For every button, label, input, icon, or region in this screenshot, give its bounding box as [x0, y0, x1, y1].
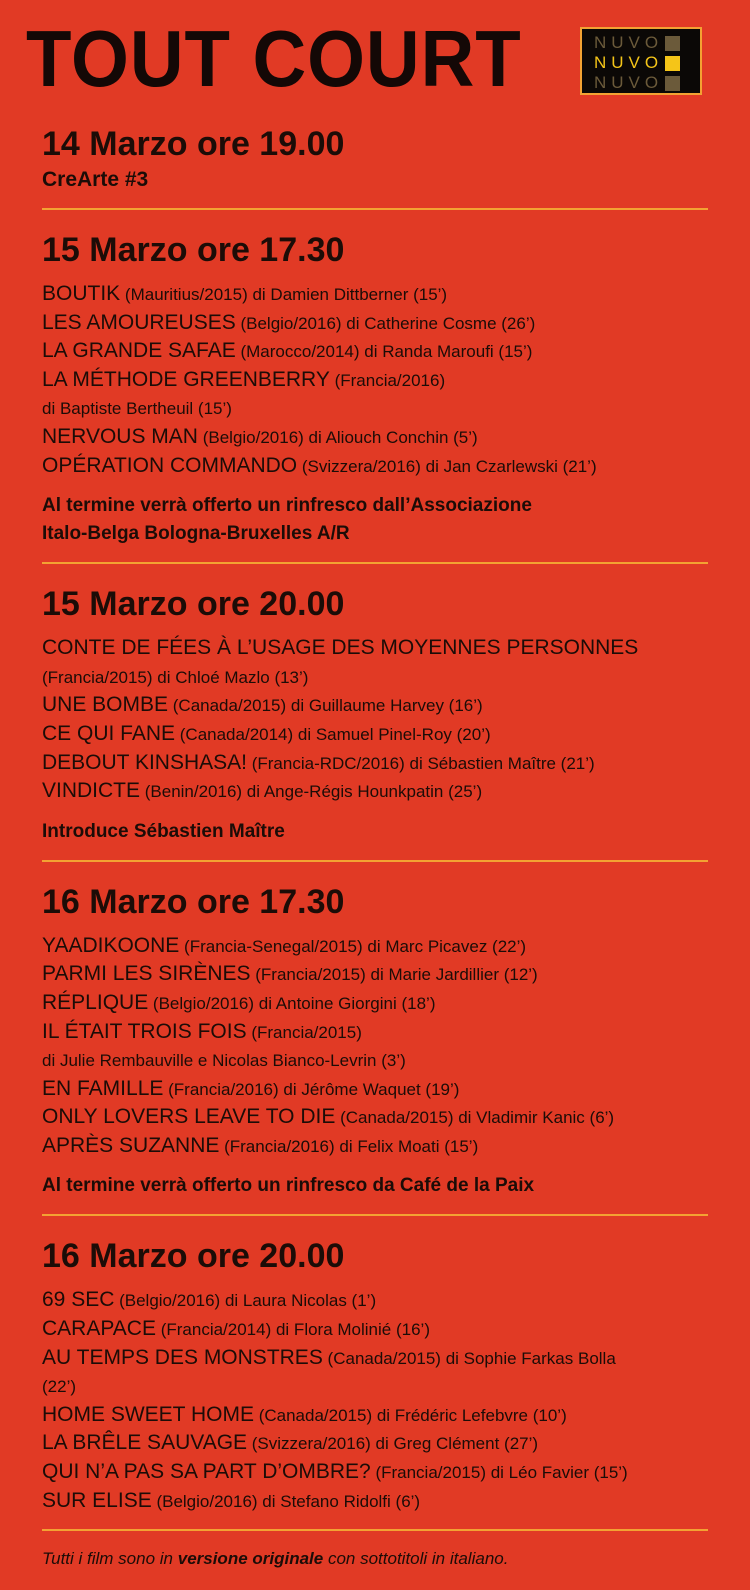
- film-title: LA BRÊLE SAUVAGE: [42, 1431, 248, 1455]
- film-item: [42, 989, 712, 1018]
- film-info: (Svizzera/2016) di Jan Czarlewski (21’): [297, 456, 597, 476]
- film-item: [42, 1487, 712, 1516]
- film-item-continued: [42, 394, 712, 423]
- film-title: CE QUI FANE: [42, 721, 176, 745]
- film-title: BOUTIK: [42, 282, 121, 305]
- film-info: (Mauritius/2015) di Damien Dittberner (15’): [120, 285, 448, 304]
- film-title: CARAPACE: [42, 1317, 156, 1341]
- footer-text: Tutti i film sono in: [42, 1549, 178, 1569]
- film-item: [42, 1132, 712, 1161]
- section-heading: 15 Marzo ore 17.30: [42, 231, 345, 269]
- section-note: [42, 818, 712, 846]
- film-item: [42, 777, 712, 806]
- film-credit: di Julie Rembauville e Nicolas Bianco-Levrin (3’): [42, 1051, 406, 1071]
- film-item-continued: [42, 1046, 712, 1075]
- film-title: SUR ELISE: [42, 1488, 152, 1512]
- film-item: [42, 749, 712, 778]
- film-list: [42, 1286, 712, 1515]
- film-info: (Canada/2015) di Frédéric Lefebvre (10’): [253, 1405, 567, 1425]
- film-item: [42, 634, 712, 663]
- film-title: PARMI LES SIRÈNES: [42, 962, 251, 986]
- film-item: [42, 309, 712, 338]
- film-item: [42, 960, 712, 989]
- film-info: (Canada/2015) di Sophie Farkas Bolla: [322, 1348, 616, 1368]
- film-title: DEBOUT KINSHASA!: [42, 750, 247, 774]
- film-info: (Marocco/2014) di Randa Maroufi (15’): [235, 342, 533, 362]
- film-item: [42, 1286, 712, 1315]
- film-title: LA MÉTHODE GREENBERRY: [42, 367, 330, 391]
- film-info: (Francia-Senegal/2015) di Marc Picavez (22’): [179, 936, 527, 956]
- film-item: [42, 452, 712, 481]
- footer-emphasis: versione originale: [177, 1549, 324, 1569]
- film-info: (Francia-RDC/2016) di Sébastien Maître (21’): [247, 753, 595, 773]
- film-title: HOME SWEET HOME: [42, 1402, 254, 1426]
- section-subtitle: CreArte #3: [42, 168, 149, 191]
- note-line: Italo-Belga Bologna-Bruxelles A/R: [42, 523, 350, 545]
- logo-square: [665, 56, 680, 71]
- film-title: APRÈS SUZANNE: [42, 1133, 220, 1157]
- film-item-continued: [42, 1372, 712, 1401]
- film-info: (Francia/2016) di Jérôme Waquet (19’): [163, 1079, 460, 1099]
- logo-text: NUVO: [594, 33, 664, 52]
- program-section: [42, 122, 712, 194]
- film-title: ONLY LOVERS LEAVE TO DIE: [42, 1105, 336, 1129]
- section-divider: [42, 1529, 708, 1531]
- film-info: (Francia/2015): [246, 1022, 362, 1042]
- logo-text: NUVO: [594, 73, 664, 92]
- film-info: (Benin/2016) di Ange-Régis Hounkpatin (25’): [140, 782, 483, 802]
- film-list: [42, 932, 712, 1161]
- film-info: (Canada/2015) di Guillaume Harvey (16’): [168, 696, 483, 716]
- film-title: RÉPLIQUE: [42, 990, 149, 1014]
- film-title: NERVOUS MAN: [42, 424, 198, 448]
- nuvo-logo: [580, 27, 702, 95]
- film-info: (Canada/2015) di Vladimir Kanic (6’): [335, 1108, 615, 1128]
- film-title: VINDICTE: [42, 779, 141, 803]
- film-info: (Belgio/2016) di Aliouch Conchin (5’): [197, 427, 478, 447]
- program-section: [42, 228, 712, 548]
- film-info: (Francia/2016): [329, 370, 446, 390]
- film-title: LES AMOUREUSES: [42, 310, 236, 334]
- section-heading: 16 Marzo ore 17.30: [42, 882, 345, 921]
- film-title: UNE BOMBE: [42, 693, 169, 717]
- film-item-continued: [42, 663, 712, 692]
- film-info: (Francia/2015) di Léo Favier (15’): [370, 1463, 628, 1483]
- film-info: (Francia/2014) di Flora Molinié (16’): [155, 1320, 430, 1340]
- film-credit: di Baptiste Bertheuil (15’): [42, 399, 232, 419]
- film-item: [42, 1103, 712, 1132]
- logo-square: [665, 36, 680, 51]
- film-info: (Belgio/2016) di Laura Nicolas (1’): [114, 1291, 377, 1311]
- film-item: [42, 1458, 712, 1487]
- film-title: AU TEMPS DES MONSTRES: [42, 1345, 323, 1369]
- film-info: (Belgio/2016) di Catherine Cosme (26’): [235, 313, 536, 333]
- film-credit: (Francia/2015) di Chloé Mazlo (13’): [42, 667, 309, 687]
- section-divider: [42, 562, 708, 564]
- section-heading: 14 Marzo ore 19.00: [42, 125, 345, 163]
- note-line: Al termine verrà offerto un rinfresco da Café de la Paix: [42, 1175, 535, 1197]
- poster-title: TOUT COURT: [26, 14, 522, 103]
- note-line: Introduce Sébastien Maître: [42, 820, 285, 842]
- film-item: [42, 1344, 712, 1373]
- film-list: [42, 280, 712, 480]
- film-item: [42, 932, 712, 961]
- film-title: 69 SEC: [42, 1288, 115, 1312]
- section-divider: [42, 860, 708, 862]
- film-title: OPÉRATION COMMANDO: [42, 453, 298, 477]
- section-heading: 16 Marzo ore 20.00: [42, 1237, 345, 1276]
- film-info: (Canada/2014) di Samuel Pinel-Roy (20’): [175, 724, 491, 744]
- film-item: [42, 1429, 712, 1458]
- film-credit: (22’): [42, 1377, 77, 1397]
- film-item: [42, 720, 712, 749]
- film-info: (Francia/2016) di Felix Moati (15’): [219, 1136, 479, 1156]
- film-title: QUI N’A PAS SA PART D’OMBRE?: [42, 1460, 371, 1484]
- film-item: [42, 1401, 712, 1430]
- program-section: [42, 1234, 712, 1515]
- film-item: [42, 1018, 712, 1047]
- section-note: [42, 492, 712, 548]
- film-item: [42, 280, 712, 309]
- logo-square: [665, 76, 680, 91]
- film-title: CONTE DE FÉES À L’USAGE DES MOYENNES PERSONNES: [42, 636, 639, 660]
- film-title: EN FAMILLE: [42, 1076, 164, 1100]
- section-heading: 15 Marzo ore 20.00: [42, 585, 345, 624]
- footer-note: [42, 1549, 712, 1569]
- film-item: [42, 337, 712, 366]
- program-list: [42, 122, 712, 1569]
- logo-text: NUVO: [594, 53, 664, 72]
- note-line: Al termine verrà offerto un rinfresco dall’Associazione: [42, 495, 532, 517]
- footer-text: con sottotitoli in italiano.: [323, 1549, 509, 1569]
- film-info: (Francia/2015) di Marie Jardillier (12’): [250, 965, 538, 985]
- film-info: (Belgio/2016) di Stefano Ridolfi (6’): [151, 1491, 421, 1511]
- film-title: YAADIKOONE: [42, 933, 180, 957]
- film-info: (Belgio/2016) di Antoine Giorgini (18’): [148, 993, 436, 1013]
- film-title: IL ÉTAIT TROIS FOIS: [42, 1019, 247, 1043]
- film-item: [42, 1315, 712, 1344]
- section-divider: [42, 208, 708, 210]
- film-list: [42, 634, 712, 806]
- film-item: [42, 1075, 712, 1104]
- film-item: [42, 691, 712, 720]
- program-section: [42, 880, 712, 1201]
- section-divider: [42, 1214, 708, 1216]
- program-section: [42, 582, 712, 846]
- film-item: [42, 366, 712, 395]
- section-note: [42, 1172, 712, 1200]
- film-info: (Svizzera/2016) di Greg Clément (27’): [247, 1434, 539, 1454]
- film-title: LA GRANDE SAFAE: [42, 339, 236, 363]
- film-item: [42, 423, 712, 452]
